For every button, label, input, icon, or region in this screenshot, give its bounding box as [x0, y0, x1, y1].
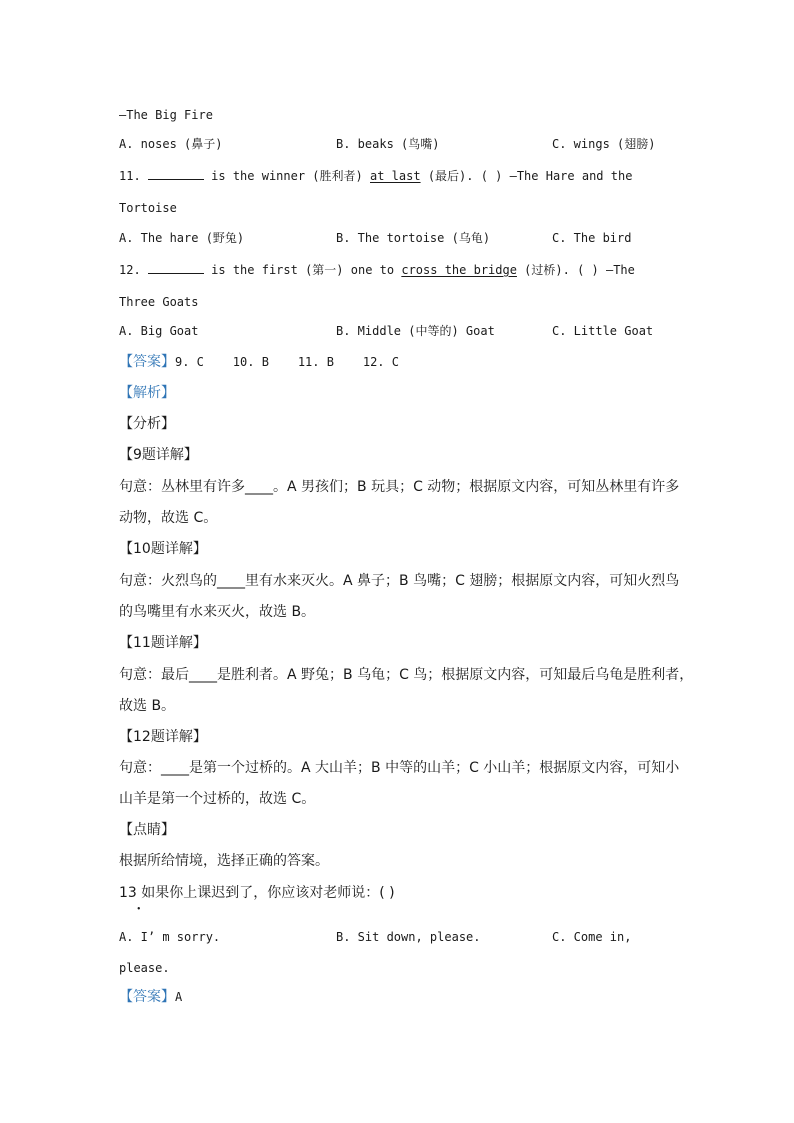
q13-answer-tag: 【答案】: [119, 989, 175, 1005]
q11-stem: [119, 167, 632, 184]
q11-text-end: (最后). ( ) —The Hare and the: [427, 169, 633, 183]
q8-options: [119, 136, 679, 152]
dianjing-tag: 【点睛】: [119, 822, 175, 838]
detail-10-title: 【10题详解】: [119, 541, 207, 557]
detail-12-title: 【12题详解】: [119, 729, 207, 745]
q12-stem: [119, 261, 635, 278]
q13-answer-value: A: [175, 990, 183, 1004]
q8-source: —The Big Fire: [119, 108, 213, 122]
q12-blank: [148, 261, 204, 274]
q12-option-a: A. Big Goat: [119, 324, 199, 338]
q13-option-b: B. Sit down, please.: [336, 930, 481, 944]
q11-text-mid: is the winner (胜利者): [211, 169, 363, 183]
detail-11-line1: 句意：最后____是胜利者。A 野兔；B 乌龟；C 鸟；根据原文内容，可知最后乌龟是胜利者，: [119, 667, 694, 683]
q13-option-c: C. Come in,: [552, 930, 632, 944]
q12-options: [119, 323, 679, 339]
q11-number: 11.: [119, 169, 141, 183]
detail-9-line1: 句意：丛林里有许多____。A 男孩们；B 玩具；C 动物；根据原文内容，可知丛林里有许多: [119, 479, 680, 495]
detail-10-line2: 的鸟嘴里有水来灭火，故选 B。: [119, 604, 316, 620]
q12-number: 12.: [119, 263, 141, 277]
q11-option-b: B. The tortoise (乌龟): [336, 231, 491, 245]
detail-11-title: 【11题详解】: [119, 635, 207, 651]
q12-option-b: B. Middle (中等的) Goat: [336, 324, 495, 338]
answer-value: 9. C 10. B 11. B 12. C: [175, 355, 399, 369]
q13-number-dot: •: [137, 904, 141, 915]
detail-10-line1: 句意：火烈鸟的____里有水来灭火。A 鼻子；B 鸟嘴；C 翅膀；根据原文内容，可知火烈鸟: [119, 573, 680, 589]
q11-source-cont: Tortoise: [119, 201, 177, 215]
q11-options: [119, 230, 679, 246]
fenxi-tag: 【分析】: [119, 416, 175, 432]
detail-9-title: 【9题详解】: [119, 447, 198, 463]
detail-12-line1: 句意：____是第一个过桥的。A 大山羊；B 中等的山羊；C 小山羊；根据原文内容，可知小: [119, 760, 680, 776]
q11-option-c: C. The bird: [552, 231, 632, 245]
analysis-tag: 【解析】: [119, 385, 175, 401]
detail-12-line2: 山羊是第一个过桥的，故选 C。: [119, 791, 316, 807]
q12-text-mid: is the first (第一) one to: [211, 263, 395, 277]
detail-9-line2: 动物，故选 C。: [119, 510, 218, 526]
dianjing-text: 根据所给情境，选择正确的答案。: [119, 853, 329, 869]
q11-blank: [148, 167, 204, 180]
q13-option-a: A. I’ m sorry.: [119, 930, 221, 944]
q12-underlined-phrase: cross the bridge: [401, 263, 517, 277]
q11-underlined-phrase: at last: [370, 169, 421, 183]
q13-options: [119, 929, 679, 945]
detail-11-line2: 故选 B。: [119, 698, 176, 714]
answer-tag: 【答案】: [119, 354, 175, 370]
q13-answer-line: [119, 989, 182, 1005]
answer-line: [119, 354, 399, 370]
q12-text-end: (过桥). ( ) —The: [524, 263, 635, 277]
q11-option-a: A. The hare (野兔): [119, 231, 245, 245]
q13-stem: 13 如果你上课迟到了，你应该对老师说：( ): [119, 885, 395, 901]
q12-option-c: C. Little Goat: [552, 324, 654, 338]
q12-source-cont: Three Goats: [119, 295, 199, 309]
q8-option-c: C. wings (翅膀): [552, 137, 656, 151]
q13-option-c-cont: please.: [119, 961, 170, 975]
q8-option-b: B. beaks (鸟嘴): [336, 137, 440, 151]
q8-option-a: A. noses (鼻子): [119, 137, 223, 151]
